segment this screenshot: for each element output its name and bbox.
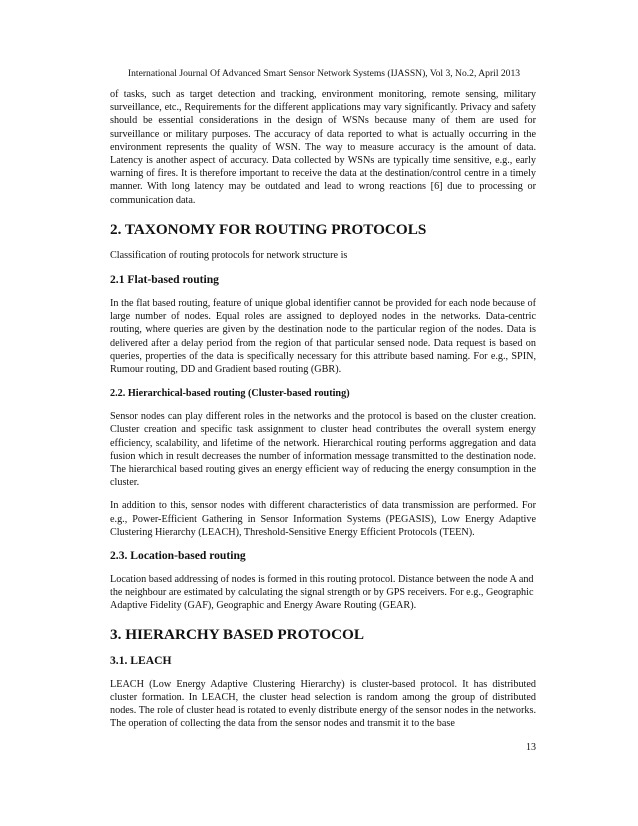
section-2-heading: 2. TAXONOMY FOR ROUTING PROTOCOLS bbox=[110, 220, 427, 238]
subsection-3-1-paragraph: LEACH (Low Energy Adaptive Clustering Hierarchy) is cluster-based protocol. It has distributed cluster formation. In LEACH, the cluster head selection is random among the group of distributed nodes. The role of cluster head is rotated to evenly distribute energy of the sensor nodes in the networks. The operation of collecting the data from the sensor nodes and transmit it to the base bbox=[110, 678, 536, 730]
subsection-3-1-heading: 3.1. LEACH bbox=[110, 653, 172, 667]
running-header: International Journal Of Advanced Smart Sensor Network Systems (IJASSN), Vol 3, No.2, April 2013 bbox=[127, 68, 521, 79]
subsection-2-2-paragraph-1: Sensor nodes can play different roles in the networks and the protocol is based on the cluster creation. Cluster creation and specific task assignment to cluster head contributes the overall system energy efficiency, scalability, and lifetime of the network. Hierarchical routing performs aggregation and data fusion which in result decreases the number of information message transmitted to the destination node. The hierarchical based routing gives an energy efficient way of reducing the energy consumption in the cluster. bbox=[110, 411, 536, 489]
section-2-intro: Classification of routing protocols for network structure is bbox=[110, 249, 348, 261]
intro-paragraph: of tasks, such as target detection and tracking, environment monitoring, remote sensing, military surveillance, etc., Requirements for the different applications may vary significantly. Privacy and safety should be essential considerations in the design of WSNs because many of them are used for surveillance or military purposes. The accuracy of data reported to what is actually occurring in the environment represents the quality of WSN. The way to measure accuracy is the amount of data. Latency is another aspect of accuracy. Data collected by WSNs are typically time sensitive, e.g., early warning of fires. It is therefore important to receive the data at the destination/control centre in a timely manner. With long latency may be outdated and lead to wrong reactions [6] due to processing or communication data. bbox=[110, 89, 536, 206]
section-3-heading: 3. HIERARCHY BASED PROTOCOL bbox=[110, 625, 365, 643]
subsection-2-3-heading: 2.3. Location-based routing bbox=[110, 549, 246, 563]
page-body bbox=[110, 88, 536, 731]
page-number: 13 bbox=[526, 742, 536, 753]
subsection-2-1-paragraph: In the flat based routing, feature of unique global identifier cannot be provided for each node because of large number of nodes. Equal roles are assigned to deployed nodes in the networks. Data-centric routing, where queries are given by the destination node to the particular region of the nodes. Data is delivered after a delay period from the region of that particular sensed node. Data request is based on queries, properties of the data is specifically necessary for this attribute based naming. For e.g., SPIN, Rumour routing, DD and Gradient based routing (GBR). bbox=[110, 298, 536, 376]
subsection-2-1-heading: 2.1 Flat-based routing bbox=[110, 273, 219, 287]
subsection-2-2-paragraph-2: In addition to this, sensor nodes with different characteristics of data transmission are performed. For e.g., Power-Efficient Gathering in Sensor Information Systems (PEGASIS), Low Energy Adaptive Clustering Hierarchy (LEACH), Threshold-Sensitive Energy Efficient Protocols (TEEN). bbox=[110, 500, 536, 538]
subsection-2-3-paragraph: Location based addressing of nodes is formed in this routing protocol. Distance between the node A and the neighbour are estimated by calculating the signal strength or by GPS receivers. For e.g., Geographic Adaptive Fidelity (GAF), Geographic and Energy Aware Routing (GEAR). bbox=[110, 574, 534, 612]
subsection-2-2-heading: 2.2. Hierarchical-based routing (Cluster-based routing) bbox=[110, 388, 350, 400]
